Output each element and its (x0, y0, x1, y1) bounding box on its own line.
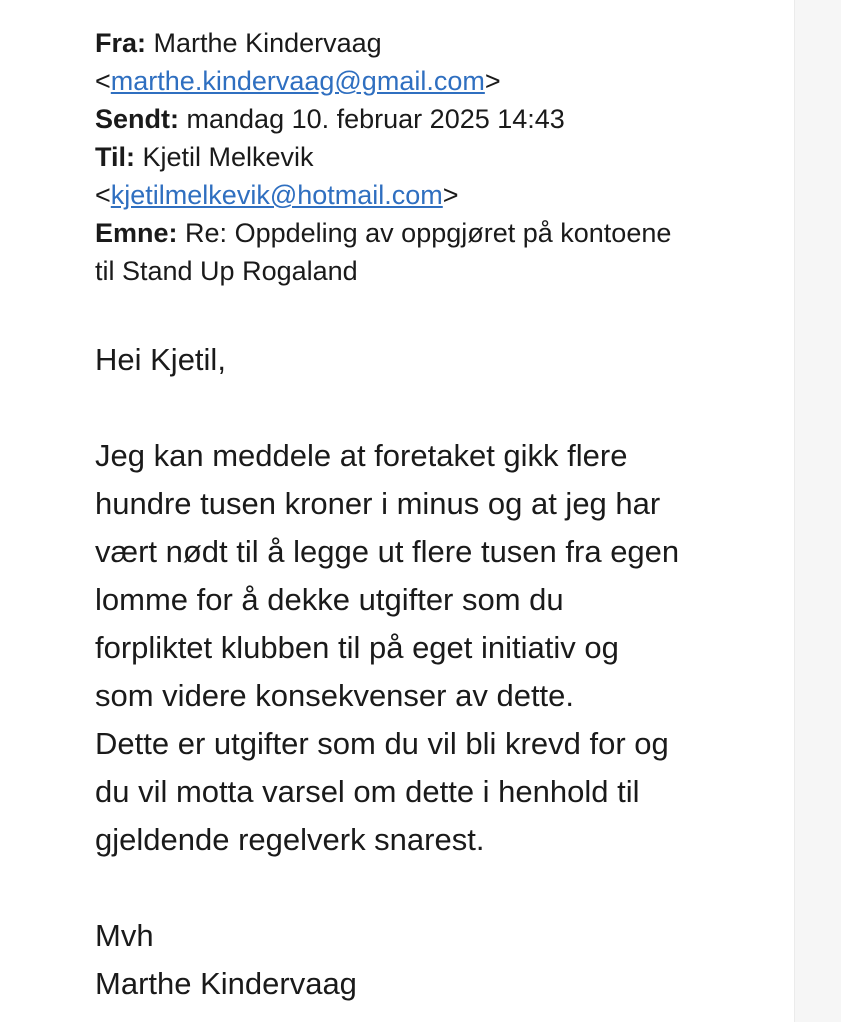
body-line: forpliktet klubben til på eget initiativ og (95, 630, 619, 665)
from-label: Fra: (95, 28, 147, 58)
to-name: Kjetil Melkevik (142, 142, 314, 172)
from-name: Marthe Kindervaag (153, 28, 382, 58)
body-line: hundre tusen kroner i minus og at jeg har (95, 486, 661, 521)
body-line: som videre konsekvenser av dette. (95, 678, 575, 713)
subject-row (95, 214, 775, 252)
sent-value: mandag 10. februar 2025 14:43 (186, 104, 565, 134)
subject-line-2: til Stand Up Rogaland (95, 256, 358, 286)
body-line: Jeg kan meddele at foretaket gikk flere (95, 438, 628, 473)
body-line: vært nødt til å legge ut flere tusen fra egen (95, 534, 680, 569)
from-email-link[interactable]: marthe.kindervaag@gmail.com (110, 66, 485, 96)
to-label: Til: (95, 142, 135, 172)
sent-label: Sendt: (95, 104, 179, 134)
subject-line-1: Re: Oppdeling av oppgjøret på kontoene (185, 218, 672, 248)
body-line: gjeldende regelverk snarest. (95, 822, 485, 857)
signature: Marthe Kindervaag (95, 966, 357, 1001)
to-email-row (95, 176, 775, 214)
closing: Mvh (95, 918, 154, 953)
to-row (95, 138, 775, 176)
body-line: Dette er utgifter som du vil bli krevd for og (95, 726, 669, 761)
from-email-open-bracket: < (95, 66, 111, 96)
subject-label: Emne: (95, 218, 178, 248)
email-body (95, 336, 785, 1008)
body-line: lomme for å dekke utgifter som du (95, 582, 564, 617)
spacer (95, 864, 785, 912)
email-header (95, 24, 775, 290)
body-line: du vil motta varsel om dette i henhold til (95, 774, 640, 809)
from-email-row (95, 62, 775, 100)
greeting: Hei Kjetil, (95, 342, 226, 377)
from-email-close-bracket: > (484, 66, 501, 96)
sent-row (95, 100, 775, 138)
to-email-link[interactable]: kjetilmelkevik@hotmail.com (110, 180, 443, 210)
from-row (95, 24, 775, 62)
to-email-open-bracket: < (95, 180, 111, 210)
to-email-close-bracket: > (442, 180, 459, 210)
spacer (95, 384, 785, 432)
page-edge (794, 0, 841, 1022)
